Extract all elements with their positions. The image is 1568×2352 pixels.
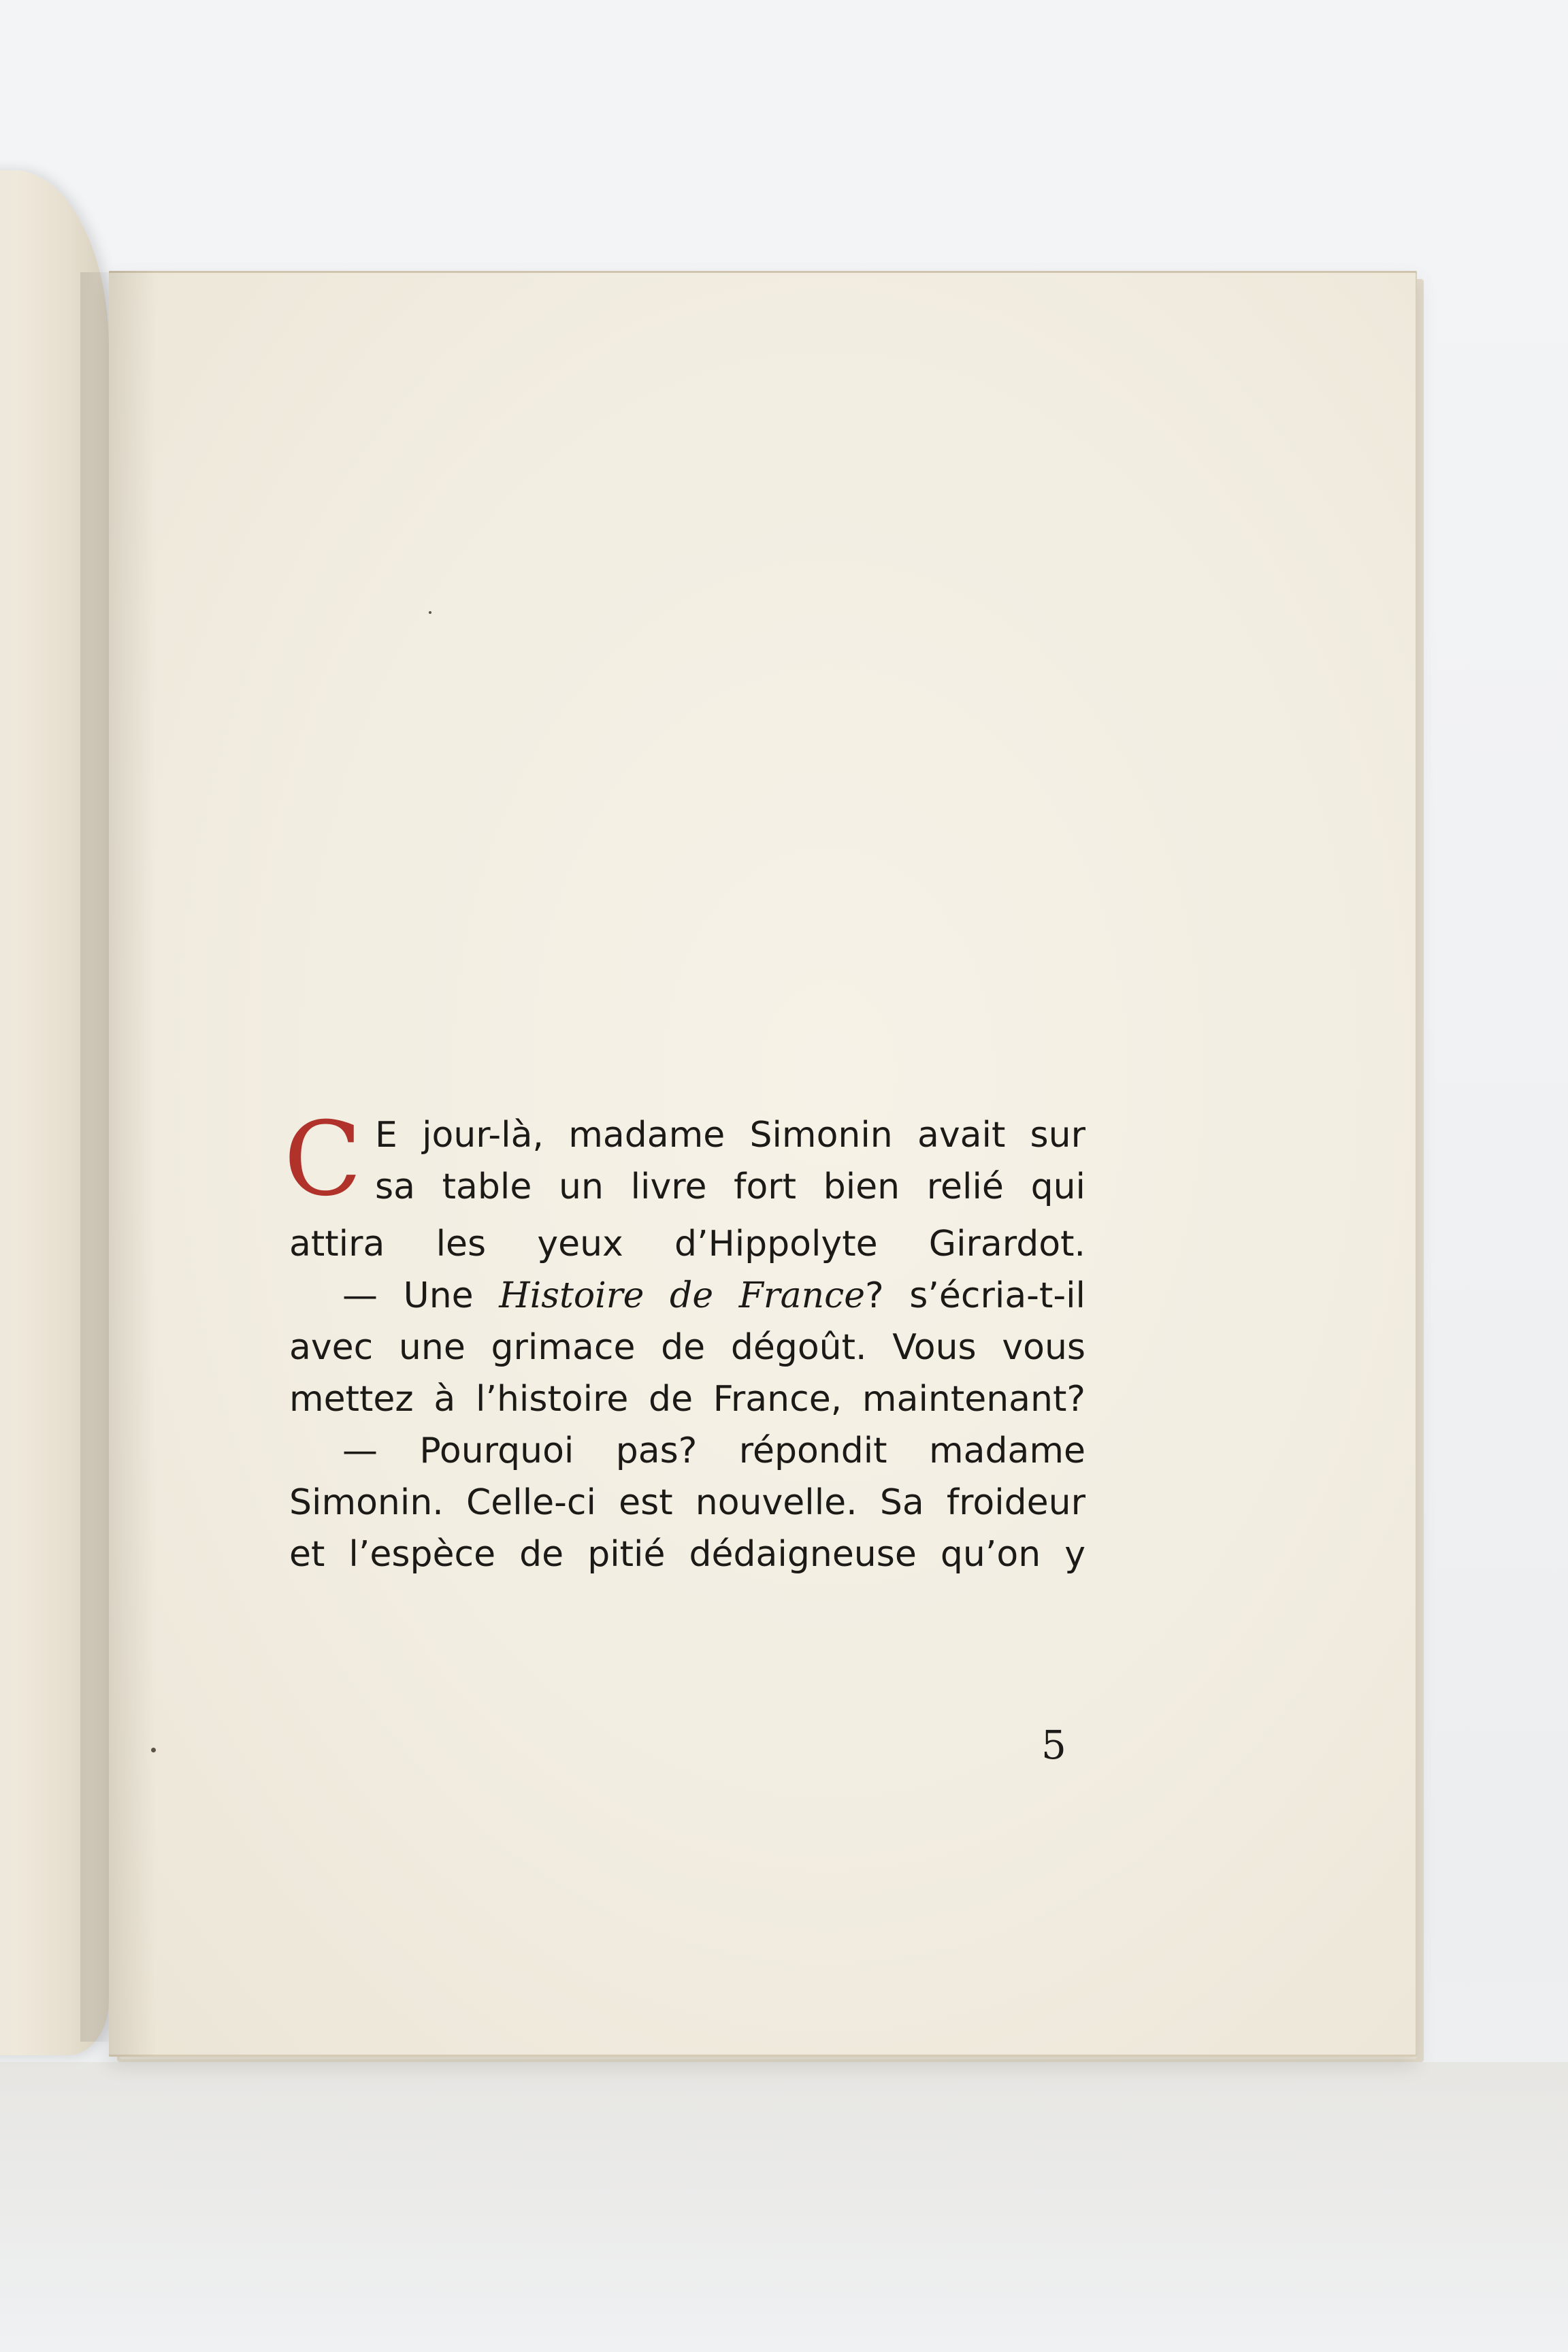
text-line: mettez à l’histoire de France, maintenant?	[289, 1379, 1085, 1420]
page-text	[284, 1100, 1085, 1580]
paper-speck	[429, 611, 431, 614]
page-number: 5	[1041, 1722, 1066, 1768]
text-line: sa table un livre fort bien relié qui	[375, 1166, 1085, 1207]
text-line	[289, 1270, 1085, 1322]
text-line: — Pourquoi pas? répondit madame	[342, 1431, 1085, 1471]
table-reflection	[0, 2062, 1568, 2352]
page-gutter	[109, 271, 157, 2057]
drop-cap: C	[284, 1100, 362, 1219]
text-line: attira les yeux d’Hippolyte Girardot.	[289, 1224, 1085, 1264]
text-run: ? s’écria-t-il	[865, 1275, 1085, 1316]
text-line: E jour-là, madame Simonin avait sur	[375, 1115, 1085, 1156]
text-line: Simonin. Celle-ci est nouvelle. Sa froideur	[289, 1482, 1085, 1523]
text-run: — Une	[342, 1275, 500, 1316]
italic-title: Histoire de France	[499, 1275, 866, 1316]
text-line: et l’espèce de pitié dédaigneuse qu’on y	[289, 1534, 1085, 1575]
paper-speck	[151, 1748, 156, 1752]
text-line: avec une grimace de dégoût. Vous vous	[289, 1327, 1085, 1368]
